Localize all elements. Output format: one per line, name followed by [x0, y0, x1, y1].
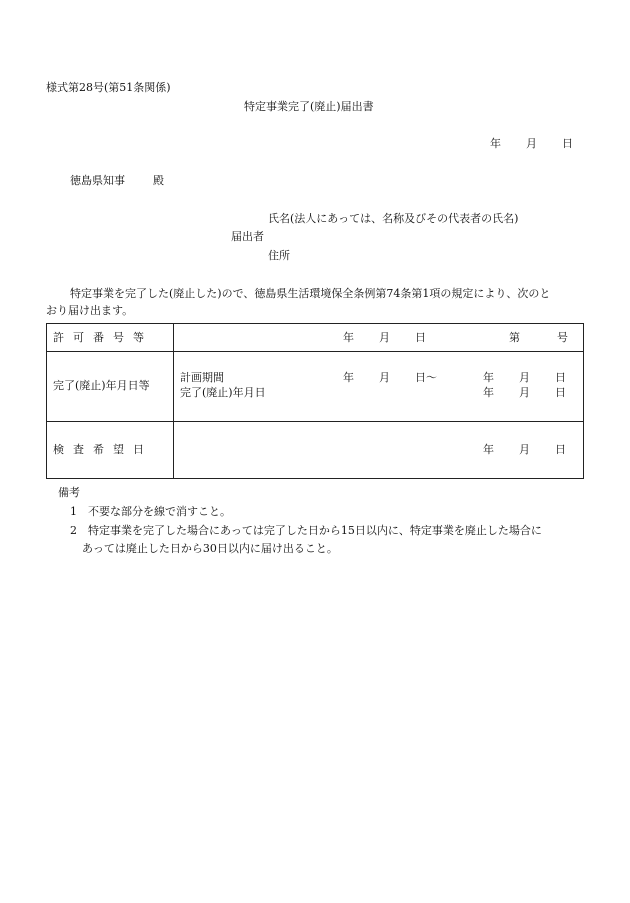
completion-date-sublabel: 完了(廃止)年月日 — [180, 386, 266, 399]
plan-start-month: 月 — [379, 371, 390, 384]
note-2-continuation: あっては廃止した日から30日以内に届け出ること。 — [82, 542, 338, 555]
inspection-month: 月 — [519, 443, 530, 456]
date-month: 月 — [526, 137, 537, 150]
addressee-name: 徳島県知事 — [70, 174, 125, 187]
notification-table — [46, 323, 584, 479]
completion-month: 月 — [519, 386, 530, 399]
plan-end-day: 日 — [555, 371, 566, 384]
note-2-number: 2 — [70, 524, 77, 537]
notifier-role-label: 届出者 — [231, 230, 264, 243]
completion-date-label: 完了(廃止)年月日等 — [53, 379, 150, 392]
inspection-date-label: 検査希望日 — [53, 443, 153, 456]
notes-heading: 備考 — [58, 486, 80, 499]
date-year: 年 — [490, 137, 501, 150]
note-1-number: 1 — [70, 505, 77, 518]
notifier-address-label: 住所 — [268, 249, 290, 262]
inspection-year: 年 — [483, 443, 494, 456]
permit-number-label: 許可番号等 — [53, 331, 153, 344]
plan-start-year: 年 — [343, 371, 354, 384]
note-1-text: 不要な部分を線で消すこと。 — [88, 505, 231, 518]
permit-go: 号 — [557, 331, 568, 344]
completion-day: 日 — [555, 386, 566, 399]
form-number: 様式第28号(第51条関係) — [46, 81, 171, 94]
plan-end-month: 月 — [519, 371, 530, 384]
completion-year: 年 — [483, 386, 494, 399]
date-day: 日 — [562, 137, 573, 150]
body-line-1: 特定事業を完了した(廃止した)ので、徳島県生活環境保全条例第74条第1項の規定により、次のと — [70, 287, 551, 300]
inspection-day: 日 — [555, 443, 566, 456]
document-title: 特定事業完了(廃止)届出書 — [244, 100, 374, 113]
notifier-name-label: 氏名(法人にあっては、名称及びその代表者の氏名) — [268, 212, 519, 225]
body-line-2: おり届け出ます。 — [46, 304, 134, 317]
plan-period-label: 計画期間 — [180, 371, 224, 384]
addressee-honorific: 殿 — [153, 174, 164, 187]
plan-start-day: 日〜 — [415, 371, 437, 384]
permit-year: 年 — [343, 331, 354, 344]
note-2-text: 特定事業を完了した場合にあっては完了した日から15日以内に、特定事業を廃止した場合に — [88, 524, 542, 537]
permit-dai: 第 — [509, 331, 520, 344]
plan-end-year: 年 — [483, 371, 494, 384]
permit-month: 月 — [379, 331, 390, 344]
permit-day: 日 — [415, 331, 426, 344]
